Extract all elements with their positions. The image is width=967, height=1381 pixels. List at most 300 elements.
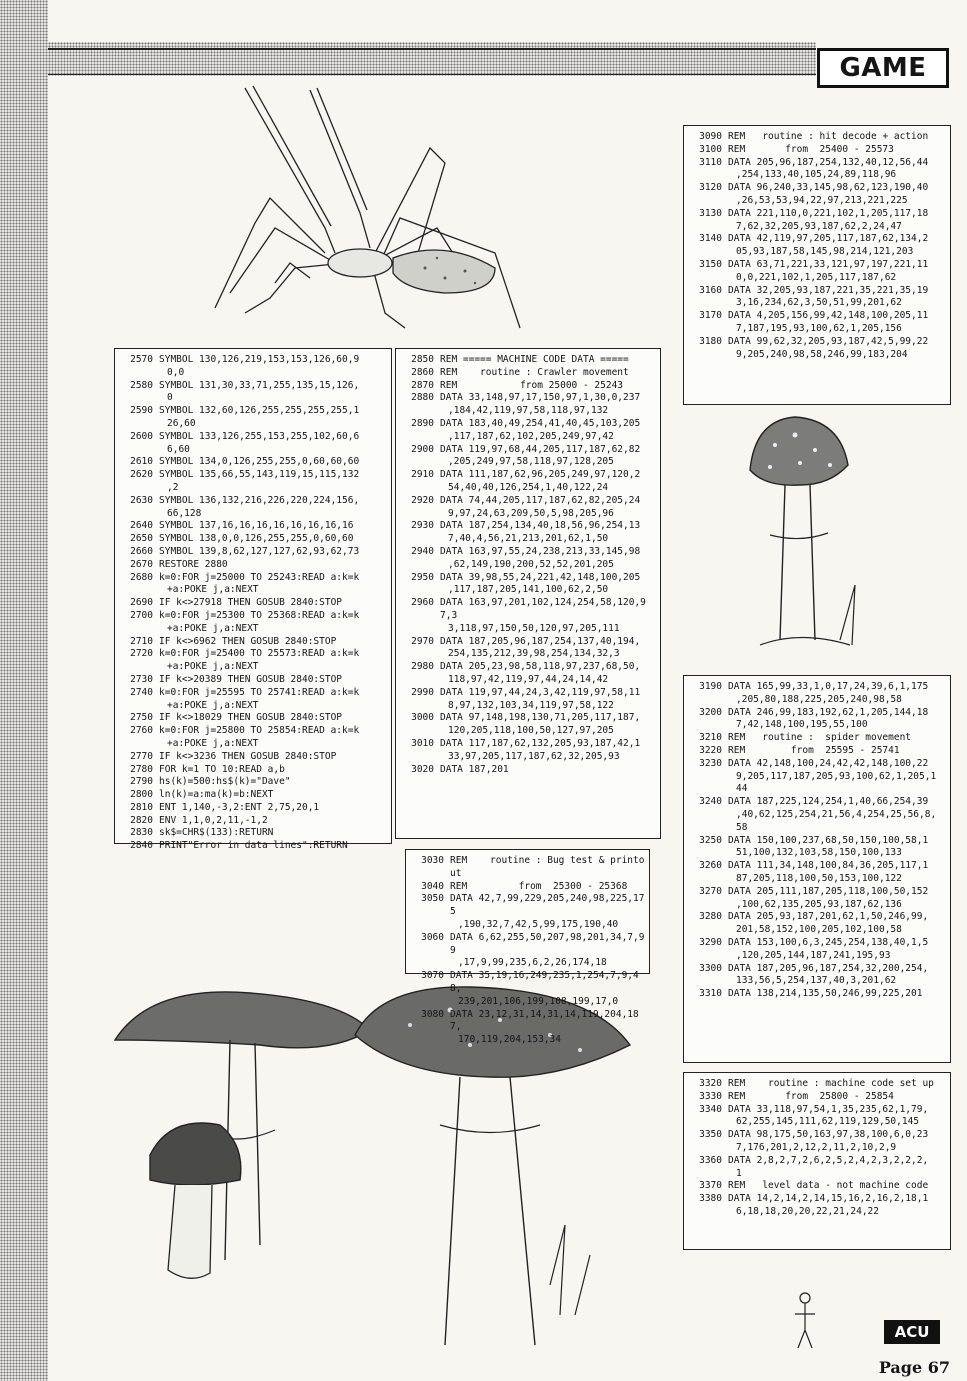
line-number xyxy=(690,873,728,886)
code-line xyxy=(690,694,946,707)
line-number: 2990 xyxy=(411,686,434,698)
code-line xyxy=(121,700,387,713)
line-text: SYMBOL 139,8,62,127,127,62,93,62,73 xyxy=(159,545,360,557)
code-line xyxy=(402,738,656,751)
line-text: DATA 111,187,62,96,205,249,97,120,2 xyxy=(440,469,641,481)
line-number xyxy=(690,1142,728,1155)
line-number: 2600 xyxy=(130,430,153,442)
line-text: 3,118,97,150,50,120,97,205,111 xyxy=(448,622,620,634)
line-text: ,26,53,53,94,22,97,213,221,225 xyxy=(736,194,908,206)
line-number: 3300 xyxy=(699,962,722,974)
line-number: 3230 xyxy=(699,757,722,769)
line-number: 3210 xyxy=(699,732,722,744)
line-number: 3380 xyxy=(699,1193,722,1205)
code-line xyxy=(690,349,946,362)
line-number xyxy=(690,272,728,285)
line-text: IF k<>20389 THEN GOSUB 2840:STOP xyxy=(159,673,343,685)
line-number: 2910 xyxy=(411,469,434,481)
line-number: 3250 xyxy=(699,834,722,846)
code-line xyxy=(412,881,645,894)
line-number: 2580 xyxy=(130,379,153,391)
line-number xyxy=(690,349,728,362)
line-text: REM routine : spider movement xyxy=(728,732,912,744)
code-line xyxy=(121,687,387,700)
line-text: DATA 4,205,156,99,42,148,100,205,11 xyxy=(728,310,929,322)
line-text: 6,18,18,20,20,22,21,24,22 xyxy=(736,1205,879,1217)
line-number xyxy=(402,674,440,687)
code-line xyxy=(402,482,656,495)
line-text: DATA 111,34,148,100,84,36,205,117,1 xyxy=(728,860,929,872)
line-number xyxy=(121,700,159,713)
line-number xyxy=(690,221,728,234)
code-line xyxy=(121,559,387,572)
line-number: 2640 xyxy=(130,520,153,532)
line-text: ENT 1,140,-3,2:ENT 2,75,20,1 xyxy=(159,801,320,813)
code-line xyxy=(402,431,656,444)
code-line xyxy=(121,520,387,533)
line-number: 2840 xyxy=(130,840,153,852)
line-text: 7,62,32,205,93,187,62,2,24,47 xyxy=(736,220,902,232)
code-line xyxy=(690,208,946,221)
line-number xyxy=(121,367,159,380)
code-line xyxy=(412,932,645,958)
line-number: 3280 xyxy=(699,911,722,923)
line-number: 3030 xyxy=(421,855,444,866)
line-number xyxy=(690,1168,728,1181)
code-line xyxy=(690,988,946,1001)
line-text: REM ===== MACHINE CODE DATA ===== xyxy=(440,354,629,365)
code-line xyxy=(412,893,645,919)
code-line xyxy=(402,380,656,393)
line-text: 26,60 xyxy=(167,417,196,429)
line-text: ,40,62,125,254,21,56,4,254,25,56,8, xyxy=(736,808,937,820)
line-number: 2660 xyxy=(130,545,153,557)
code-line xyxy=(412,957,645,970)
code-line xyxy=(121,840,387,853)
line-number xyxy=(690,771,728,784)
line-text: +a:POKE j,a:NEXT xyxy=(167,737,259,749)
line-text: DATA 165,99,33,1,0,17,24,39,6,1,175 xyxy=(728,681,929,692)
line-number: 2900 xyxy=(411,443,434,455)
code-line xyxy=(402,648,656,661)
dotted-margin xyxy=(0,0,48,1381)
line-number: 3240 xyxy=(699,796,722,808)
code-line xyxy=(121,508,387,521)
line-text: SYMBOL 133,126,255,153,255,102,60,6 xyxy=(159,430,360,442)
code-line xyxy=(690,1206,946,1219)
line-text: DATA 42,119,97,205,117,187,62,134,2 xyxy=(728,233,929,245)
line-text: DATA 33,148,97,17,150,97,1,30,0,237 xyxy=(440,392,641,404)
line-number: 2720 xyxy=(130,648,153,660)
code-line xyxy=(121,751,387,764)
line-number: 3130 xyxy=(699,207,722,219)
listing-box-crawler xyxy=(395,348,661,839)
line-text: 170,119,204,153,34 xyxy=(458,1034,561,1046)
code-line xyxy=(690,182,946,195)
line-text: DATA 119,97,44,24,3,42,119,97,58,11 xyxy=(440,686,641,698)
line-text: 9,205,240,98,58,246,99,183,204 xyxy=(736,348,908,360)
code-line xyxy=(690,131,946,144)
code-line xyxy=(690,1155,946,1168)
line-text: REM routine : machine code set up xyxy=(728,1078,934,1089)
line-number xyxy=(121,661,159,674)
line-text: REM routine : Crawler movement xyxy=(440,366,629,378)
code-line xyxy=(690,719,946,732)
line-number xyxy=(402,431,440,444)
line-text: ,190,32,7,42,5,99,175,190,40 xyxy=(458,918,619,930)
line-number: 3200 xyxy=(699,706,722,718)
line-number xyxy=(690,195,728,208)
line-text: DATA 99,62,32,205,93,187,42,5,99,22 xyxy=(728,335,929,347)
code-line xyxy=(402,751,656,764)
code-line xyxy=(121,815,387,828)
code-line xyxy=(690,963,946,976)
code-line xyxy=(690,169,946,182)
line-text: 05,93,187,58,145,98,214,121,203 xyxy=(736,246,914,258)
code-line xyxy=(121,610,387,623)
code-line xyxy=(121,392,387,405)
line-number: 3290 xyxy=(699,936,722,948)
code-line xyxy=(412,919,645,932)
code-line xyxy=(121,648,387,661)
line-text: REM routine : hit decode + action xyxy=(728,131,929,142)
line-number: 3330 xyxy=(699,1090,722,1102)
line-number: 2690 xyxy=(130,597,153,609)
code-line xyxy=(690,221,946,234)
line-number xyxy=(402,405,440,418)
code-line xyxy=(121,418,387,431)
line-text: DATA 63,71,221,33,121,97,197,221,11 xyxy=(728,258,929,270)
line-text: DATA 187,205,96,187,254,32,200,254, xyxy=(728,962,929,974)
line-number: 2960 xyxy=(411,597,434,609)
code-line xyxy=(121,584,387,597)
line-number xyxy=(402,533,440,546)
code-line xyxy=(121,636,387,649)
code-line xyxy=(402,508,656,521)
line-text: DATA 98,175,50,163,97,38,100,6,0,23 xyxy=(728,1129,929,1141)
line-text: +a:POKE j,a:NEXT xyxy=(167,699,259,711)
line-text: 0,0 xyxy=(167,366,185,378)
code-line xyxy=(121,725,387,738)
code-line xyxy=(412,855,645,881)
code-line xyxy=(690,796,946,809)
code-line xyxy=(690,950,946,963)
line-number xyxy=(402,648,440,661)
line-text: ,100,62,135,205,93,187,62,136 xyxy=(736,898,902,910)
line-number: 2570 xyxy=(130,354,153,365)
line-text: 0 xyxy=(167,392,173,404)
code-line xyxy=(412,970,645,996)
line-text: 8,97,132,103,34,119,97,58,122 xyxy=(448,699,614,711)
tiny-figure-illustration xyxy=(790,1290,820,1352)
line-number: 2770 xyxy=(130,750,153,762)
listing-box-machine-setup xyxy=(683,1072,951,1250)
line-text: ,17,9,99,235,6,2,26,174,18 xyxy=(458,957,607,969)
code-line xyxy=(402,636,656,649)
line-text: 7,187,195,93,100,62,1,205,156 xyxy=(736,322,902,334)
code-line xyxy=(402,584,656,597)
code-line xyxy=(402,674,656,687)
line-text: 62,255,145,111,62,119,129,50,145 xyxy=(736,1116,920,1128)
line-text: DATA 39,98,55,24,221,42,148,100,205 xyxy=(440,571,641,583)
line-text: 239,201,106,199,108,199,17,0 xyxy=(458,995,619,1007)
code-line xyxy=(690,272,946,285)
listing-lines xyxy=(690,1078,946,1219)
line-number xyxy=(402,700,440,713)
line-number: 3340 xyxy=(699,1103,722,1115)
line-text: k=0:FOR j=25000 TO 25243:READ a:k=k xyxy=(159,571,360,583)
code-line xyxy=(402,764,656,777)
line-number xyxy=(121,623,159,636)
code-line xyxy=(690,297,946,310)
code-line xyxy=(402,700,656,713)
code-line xyxy=(690,860,946,873)
line-number: 2800 xyxy=(130,789,153,801)
line-text: REM from 25000 - 25243 xyxy=(440,379,624,391)
code-line xyxy=(121,367,387,380)
line-text: DATA 119,97,68,44,205,117,187,62,82 xyxy=(440,443,641,455)
line-text: DATA 183,40,49,254,41,40,45,103,205 xyxy=(440,417,641,429)
line-number: 3050 xyxy=(421,893,444,905)
line-number xyxy=(121,392,159,405)
line-text: DATA 117,187,62,132,205,93,187,42,1 xyxy=(440,737,641,749)
line-number xyxy=(402,751,440,764)
line-number xyxy=(690,899,728,912)
line-text: 54,40,40,126,254,1,40,122,24 xyxy=(448,481,609,493)
code-line xyxy=(121,789,387,802)
line-text: ,205,249,97,58,118,97,128,205 xyxy=(448,456,614,468)
line-text: 7,42,148,100,195,55,100 xyxy=(736,719,868,731)
line-number: 3120 xyxy=(699,182,722,194)
line-text: +a:POKE j,a:NEXT xyxy=(167,622,259,634)
line-number xyxy=(121,508,159,521)
line-text: DATA 42,7,99,229,205,240,98,225,175 xyxy=(450,893,645,918)
line-text: DATA 187,205,96,187,254,137,40,194, xyxy=(440,635,641,647)
line-number: 3060 xyxy=(421,931,444,943)
line-number xyxy=(690,169,728,182)
line-number xyxy=(690,783,728,796)
code-line xyxy=(121,623,387,636)
code-line xyxy=(121,661,387,674)
line-text: SYMBOL 136,132,216,226,220,224,156, xyxy=(159,494,360,506)
line-number: 3150 xyxy=(699,258,722,270)
line-text: DATA 14,2,14,2,14,15,16,2,16,2,18,1 xyxy=(728,1193,929,1205)
code-line xyxy=(402,392,656,405)
code-line xyxy=(121,380,387,393)
line-text: k=0:FOR j=25400 TO 25573:READ a:k=k xyxy=(159,648,360,660)
line-number xyxy=(690,694,728,707)
code-line xyxy=(402,444,656,457)
acu-badge: ACU xyxy=(884,1320,940,1344)
line-number: 3170 xyxy=(699,310,722,322)
code-line xyxy=(690,758,946,771)
line-number: 2590 xyxy=(130,405,153,417)
line-number: 3360 xyxy=(699,1154,722,1166)
line-number: 2620 xyxy=(130,469,153,481)
line-number xyxy=(412,919,450,932)
code-line xyxy=(690,847,946,860)
line-text: REM routine : Bug test & printout xyxy=(450,855,645,879)
line-text: DATA 138,214,135,50,246,99,225,201 xyxy=(728,988,923,1000)
line-text: hs(k)=500:hs$(k)="Dave" xyxy=(159,776,291,788)
code-line xyxy=(402,559,656,572)
code-line xyxy=(121,495,387,508)
line-text: DATA 205,93,187,201,62,1,50,246,99, xyxy=(728,911,929,923)
line-number: 2610 xyxy=(130,456,153,468)
code-line xyxy=(402,418,656,431)
code-line xyxy=(121,546,387,559)
line-text: 3,16,234,62,3,50,51,99,201,62 xyxy=(736,297,902,309)
line-number: 2730 xyxy=(130,673,153,685)
line-number: 3090 xyxy=(699,131,722,142)
listing-lines xyxy=(121,354,387,853)
section-label: GAME xyxy=(817,48,949,88)
header-rule-lower xyxy=(48,74,816,75)
line-number: 3020 xyxy=(411,763,434,775)
line-number: 2780 xyxy=(130,763,153,775)
code-line xyxy=(121,827,387,840)
line-text: 58 xyxy=(736,821,748,833)
line-text: DATA 42,148,100,24,42,42,148,100,22 xyxy=(728,757,929,769)
code-line xyxy=(690,1091,946,1104)
line-number: 2930 xyxy=(411,520,434,532)
code-line xyxy=(402,405,656,418)
line-text: 133,56,5,254,137,40,3,201,62 xyxy=(736,975,897,987)
line-text: SYMBOL 130,126,219,153,153,126,60,9 xyxy=(159,354,360,365)
code-line xyxy=(690,1180,946,1193)
code-line xyxy=(690,323,946,336)
line-text: +a:POKE j,a:NEXT xyxy=(167,584,259,596)
code-line xyxy=(402,367,656,380)
code-line xyxy=(690,246,946,259)
line-number: 3180 xyxy=(699,335,722,347)
line-number xyxy=(412,1034,450,1047)
line-number: 2850 xyxy=(411,354,434,365)
line-text: DATA 163,97,201,102,124,254,58,120,97,3 xyxy=(440,597,646,621)
line-number xyxy=(690,1206,728,1219)
line-text: 7,176,201,2,12,2,11,2,10,2,9 xyxy=(736,1141,897,1153)
line-text: 44 xyxy=(736,783,748,795)
line-text: DATA 6,62,255,50,207,98,201,34,7,99 xyxy=(450,931,645,956)
line-text: DATA 205,111,187,205,118,100,50,152 xyxy=(728,885,929,897)
line-text: k=0:FOR j=25300 TO 25368:READ a:k=k xyxy=(159,609,360,621)
code-line xyxy=(690,732,946,745)
line-number: 2710 xyxy=(130,635,153,647)
line-text: DATA 23,12,31,14,31,14,119,204,187, xyxy=(450,1008,639,1033)
line-text: 51,100,132,103,58,150,100,133 xyxy=(736,847,902,859)
line-text: 7,40,4,56,21,213,201,62,1,50 xyxy=(448,533,609,545)
code-line xyxy=(690,924,946,937)
code-line xyxy=(402,623,656,636)
line-text: DATA 153,100,6,3,245,254,138,40,1,5 xyxy=(728,936,929,948)
line-text: DATA 33,118,97,54,1,35,235,62,1,79, xyxy=(728,1103,929,1115)
line-number xyxy=(690,950,728,963)
line-number: 3350 xyxy=(699,1129,722,1141)
line-number xyxy=(412,996,450,1009)
line-text: ,117,187,62,102,205,249,97,42 xyxy=(448,430,614,442)
code-line xyxy=(690,771,946,784)
line-number xyxy=(690,975,728,988)
code-line xyxy=(412,996,645,1009)
line-text: SYMBOL 138,0,0,126,255,255,0,60,60 xyxy=(159,533,354,545)
line-text: SYMBOL 134,0,126,255,255,0,60,60,60 xyxy=(159,456,360,468)
code-line xyxy=(402,725,656,738)
line-text: 6,60 xyxy=(167,443,190,455)
code-line xyxy=(690,195,946,208)
line-number xyxy=(690,246,728,259)
line-number: 3100 xyxy=(699,143,722,155)
listing-box-hit xyxy=(683,125,951,405)
code-line xyxy=(690,783,946,796)
line-number: 3010 xyxy=(411,737,434,749)
line-number xyxy=(402,584,440,597)
line-number xyxy=(690,924,728,937)
line-text: 120,205,118,100,50,127,97,205 xyxy=(448,725,614,737)
line-text: DATA 150,100,237,68,50,150,100,58,1 xyxy=(728,834,929,846)
line-number: 3220 xyxy=(699,744,722,756)
line-text: ,184,42,119,97,58,118,97,132 xyxy=(448,405,609,417)
code-line xyxy=(690,937,946,950)
code-line xyxy=(690,822,946,835)
code-line xyxy=(121,405,387,418)
line-text: DATA 205,96,187,254,132,40,12,56,44 xyxy=(728,156,929,168)
line-text: SYMBOL 132,60,126,255,255,255,255,1 xyxy=(159,405,360,417)
line-number xyxy=(121,482,159,495)
line-text: 0,0,221,102,1,205,117,187,62 xyxy=(736,271,897,283)
line-text: +a:POKE j,a:NEXT xyxy=(167,661,259,673)
line-text: DATA 74,44,205,117,187,62,82,205,24 xyxy=(440,494,641,506)
line-text: 254,135,212,39,98,254,134,32,3 xyxy=(448,648,620,660)
line-number xyxy=(690,1116,728,1129)
line-number: 3160 xyxy=(699,284,722,296)
line-number xyxy=(402,559,440,572)
code-line xyxy=(402,597,656,623)
code-line xyxy=(690,911,946,924)
code-line xyxy=(121,572,387,585)
line-text: DATA 32,205,93,187,221,35,221,35,19 xyxy=(728,284,929,296)
line-number: 2760 xyxy=(130,725,153,737)
code-line xyxy=(121,533,387,546)
listing-lines xyxy=(690,131,946,361)
code-line xyxy=(121,738,387,751)
listing-lines xyxy=(412,855,645,1047)
line-number: 2680 xyxy=(130,571,153,583)
line-text: ENV 1,1,0,2,11,-1,2 xyxy=(159,814,268,826)
code-line xyxy=(412,1034,645,1047)
line-text: IF k<>27918 THEN GOSUB 2840:STOP xyxy=(159,597,343,609)
line-text: FOR k=1 TO 10:READ a,b xyxy=(159,763,285,775)
line-number: 2650 xyxy=(130,533,153,545)
line-number xyxy=(690,297,728,310)
line-text: REM from 25595 - 25741 xyxy=(728,744,900,756)
code-line xyxy=(690,873,946,886)
line-text: 66,128 xyxy=(167,507,202,519)
line-number xyxy=(121,444,159,457)
line-number xyxy=(402,456,440,469)
line-number xyxy=(412,957,450,970)
code-line xyxy=(690,745,946,758)
line-number xyxy=(690,847,728,860)
code-line xyxy=(402,546,656,559)
line-text: DATA 187,254,134,40,18,56,96,254,13 xyxy=(440,520,641,532)
code-line xyxy=(690,259,946,272)
line-number: 3080 xyxy=(421,1008,444,1020)
listing-box-bug xyxy=(405,849,650,1046)
code-line xyxy=(121,597,387,610)
line-text: ,120,205,144,187,241,195,93 xyxy=(736,949,891,961)
line-number: 2860 xyxy=(411,366,434,378)
listing-lines xyxy=(402,354,656,776)
